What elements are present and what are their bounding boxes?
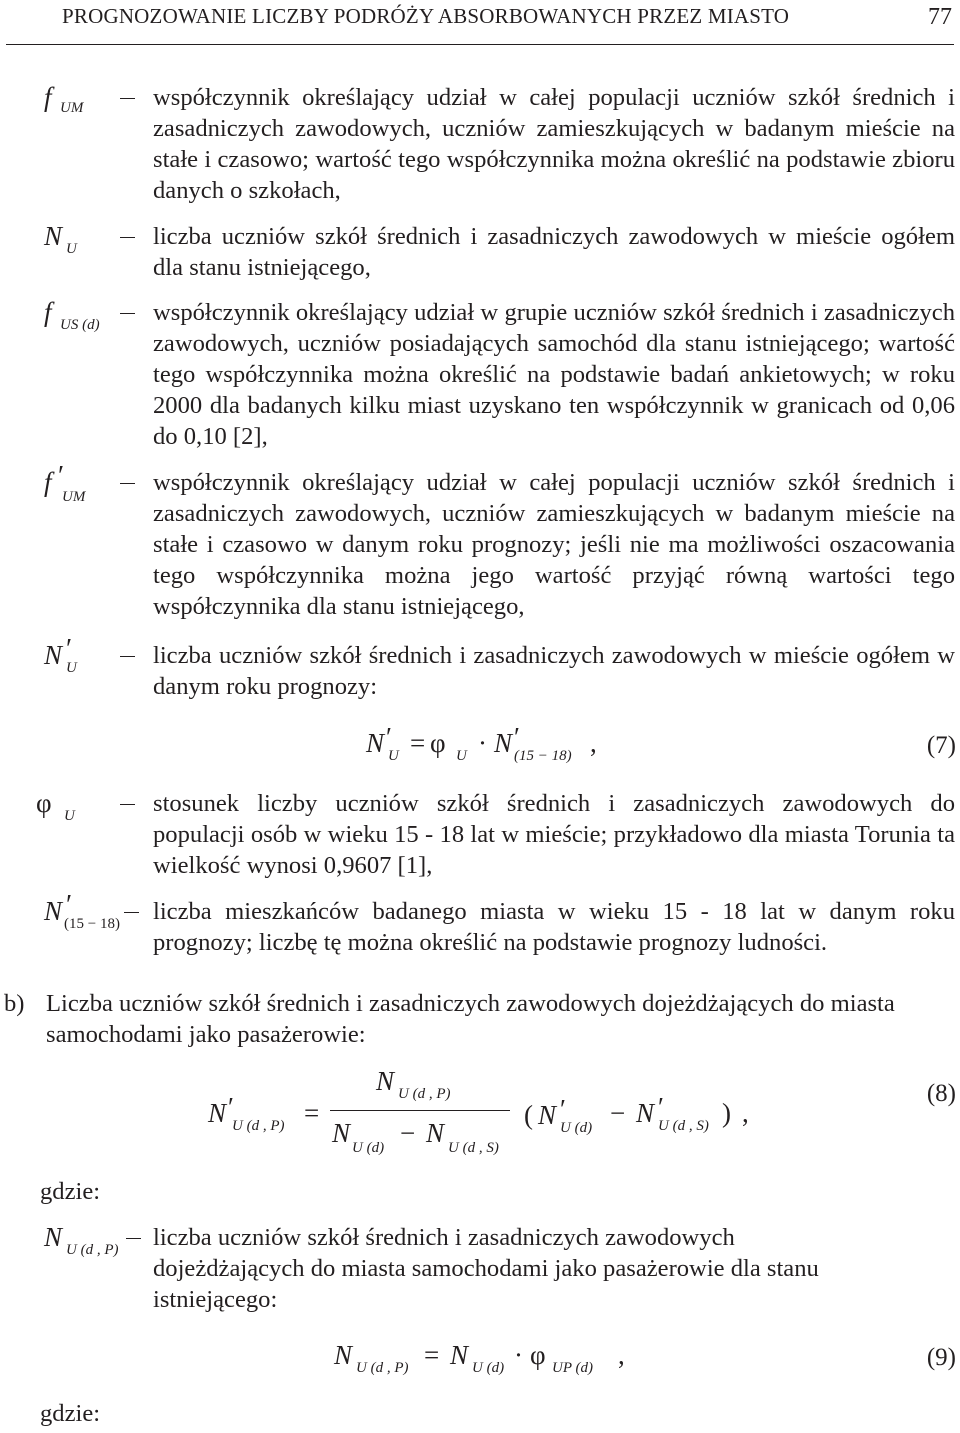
running-title: PROGNOZOWANIE LICZBY PODRÓŻY ABSORBOWANYCH PRZEZ MIASTO: [62, 4, 790, 28]
running-header: [0, 0, 960, 46]
definition-text: współczynnik określający udział w grupie uczniów szkół średnich i zasadniczych zawodowych, uczniów posiadających samochód dla stanu istniejącego; wartość tego współczynnika można określić na podstawie badań ankietowych; w roku 2000 dla badanych kilku miast uzyskano ten współczynnik w granicach od 0,06 do 0,10 [2],: [153, 299, 955, 450]
definition-text: liczba uczniów szkół średnich i zasadniczych zawodowych w mieście ogółem w danym roku prognozy:: [153, 642, 955, 700]
equation-7: N ′ U = φ U · N ′ (15 − 18) ,: [366, 722, 597, 764]
symbol: f ′ UM: [44, 461, 86, 505]
page-number: 77: [928, 4, 952, 30]
gdzie-label: gdzie:: [40, 1400, 101, 1427]
symbol: f US (d): [44, 297, 100, 333]
equation-number-9: (9): [926, 1344, 956, 1371]
equation-9: N U (d , P) = N U (d) · φ UP (d) ,: [334, 1340, 625, 1376]
symbol: N U (d , P): [44, 1222, 119, 1258]
equation-number-8: (8): [926, 1080, 956, 1107]
list-label: b): [4, 990, 25, 1017]
equation-8: N ′ U (d , P) = N U (d , P) N U (d) − N U (d , S) ( N ′ U (d) − N ′ U (d , S) ) ,: [208, 1066, 749, 1156]
definition-text: współczynnik określający udział w całej populacji uczniów szkół średnich i zasadniczych zawodowych, uczniów zamieszkujących w badanym mieście na stałe i czasowo w danym roku prognozy; jeśli nie ma możliwości oszacowania tego współczynnika można jego wartość przyjąć równą wartości tego współczynnika dla stanu istniejącego,: [153, 469, 955, 620]
paragraph-text: Liczba uczniów szkół średnich i zasadniczych zawodowych dojeżdżających do miasta samochodami jako pasażerowie:: [46, 990, 895, 1048]
definition-dash: [124, 912, 139, 913]
definition-dash: [120, 656, 135, 657]
definition-text: stosunek liczby uczniów szkół średnich i zasadniczych zawodowych do populacji osób w wieku 15 - 18 lat w mieście; przykładowo dla miasta Torunia ta wielkość wynosi 0,9607 [1],: [153, 790, 955, 879]
equation-number-7: (7): [926, 732, 956, 759]
symbol: N ′ U: [44, 634, 77, 676]
symbol: N ′ (15 − 18): [44, 890, 120, 932]
header-rule: [6, 44, 954, 45]
prime-mark: ′: [58, 461, 65, 492]
definition-dash: [120, 237, 135, 238]
definition-text: liczba uczniów szkół średnich i zasadniczych zawodowych w mieście ogółem dla stanu istniejącego,: [153, 223, 955, 281]
gdzie-label: gdzie:: [40, 1178, 101, 1205]
definition-dash: [120, 98, 135, 99]
definition-text: liczba mieszkańców badanego miasta w wieku 15 - 18 lat w danym roku prognozy; liczbę tę można określić na podstawie prognozy ludności.: [153, 898, 955, 956]
symbol: f UM: [44, 82, 84, 116]
definition-text: współczynnik określający udział w całej populacji uczniów szkół średnich i zasadniczych zawodowych, uczniów zamieszkujących w badanym mieście na stałe i czasowo; wartość tego współczynnika można określić na podstawie zbioru danych o szkołach,: [153, 84, 955, 204]
symbol: N U: [44, 221, 77, 257]
prime-mark: ′: [66, 890, 73, 921]
prime-mark: ′: [66, 634, 73, 665]
symbol: φ U: [36, 788, 75, 824]
definition-dash: [126, 1238, 141, 1239]
fraction-bar: [330, 1110, 510, 1111]
definition-dash: [120, 483, 135, 484]
definition-text: liczba uczniów szkół średnich i zasadniczych zawodowych dojeżdżających do miasta samochodami jako pasażerowie dla stanu istniejącego:: [153, 1224, 819, 1313]
definition-dash: [120, 313, 135, 314]
definition-dash: [120, 804, 135, 805]
